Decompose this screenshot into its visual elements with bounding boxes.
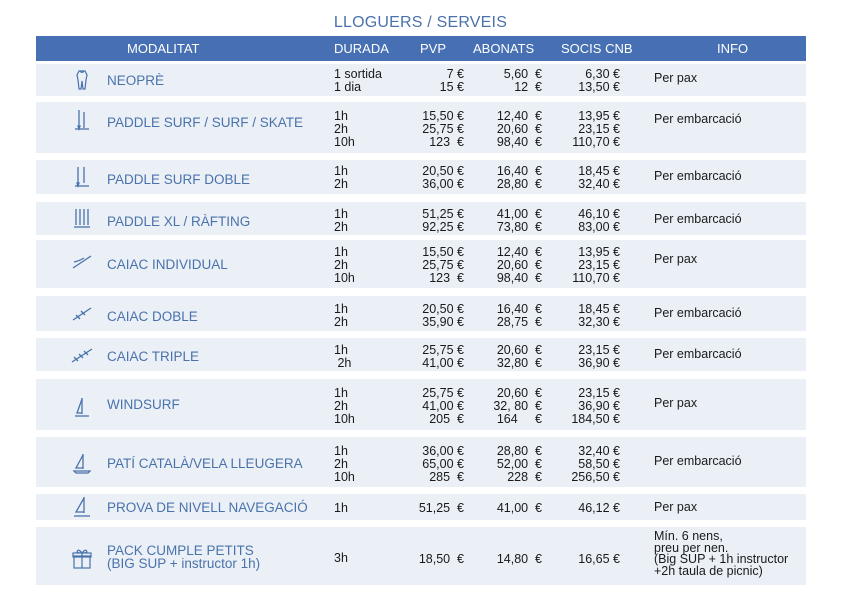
row-socis: 46,12 € (578, 501, 620, 515)
row-info: Per pax (654, 396, 698, 410)
row-name: PADDLE XL / RÀFTING (107, 214, 251, 229)
header-modalitat: MODALITAT (127, 41, 200, 56)
table-row-caiac-triple (36, 338, 806, 371)
row-durada: 1h 2h 10h (334, 109, 355, 149)
gift-icon (70, 547, 94, 571)
row-abonats: 12,40 € 20,60 € 98,40 € (496, 245, 542, 285)
row-abonats: 16,40 € 28,75 € (496, 302, 542, 329)
row-name: PACK CUMPLE PETITS (BIG SUP + instructor 1h) (107, 543, 261, 571)
row-name: PATÍ CATALÀ/VELA LLEUGERA (107, 456, 303, 471)
paddle-xl-icon (70, 206, 94, 230)
row-name: NEOPRÈ (107, 73, 165, 88)
row-pvp: 15,50 € 25,75 € 123 € (422, 109, 464, 149)
header-info: INFO (717, 41, 749, 56)
row-pvp: 25,75 € 41,00 € (422, 343, 464, 370)
row-info: Per embarcació (654, 454, 742, 468)
row-socis: 13,95 € 23,15 € 110,70 € (572, 109, 620, 149)
row-durada: 1 sortida 1 dia (334, 67, 382, 94)
row-name: PROVA DE NIVELL NAVEGACIÓ (107, 500, 308, 515)
table-row-neopre (36, 64, 806, 96)
page-title: LLOGUERS / SERVEIS (333, 14, 508, 31)
windsurf-icon (70, 395, 94, 419)
row-name: PADDLE SURF / SURF / SKATE (107, 115, 304, 130)
row-durada: 1h 2h (334, 302, 348, 329)
row-socis: 13,95 € 23,15 € 110,70 € (572, 245, 620, 285)
row-name: CAIAC INDIVIDUAL (107, 257, 228, 272)
header-abonats: ABONATS (473, 41, 535, 56)
row-abonats: 41,00 € (496, 501, 542, 515)
row-pvp: 20,50 € 35,90 € (422, 302, 464, 329)
row-info: Per embarcació (654, 112, 742, 126)
row-info: Per embarcació (654, 306, 742, 320)
kayak-triple-icon (70, 343, 94, 367)
row-socis: 23,15 € 36,90 € (578, 343, 620, 370)
row-abonats: 20,60 € 32, 80 € 164 € (493, 386, 542, 426)
row-pvp: 18,50 € (418, 552, 464, 566)
row-abonats: 20,60 € 32,80 € (496, 343, 542, 370)
row-durada: 3h (334, 551, 348, 565)
row-name: PADDLE SURF DOBLE (107, 172, 251, 187)
row-name: CAIAC TRIPLE (107, 349, 200, 364)
row-pvp: 7 € 15 € (439, 67, 464, 94)
table-row-caiac-individual (36, 240, 806, 288)
row-pvp: 15,50 € 25,75 € 123 € (422, 245, 464, 285)
row-info: Mín. 6 nens, preu per nen. (Big SUP + 1h instructor +2h taula de picnic) (654, 529, 789, 578)
row-socis: 46,10 € 83,00 € (578, 207, 620, 234)
row-abonats: 14,80 € (496, 552, 542, 566)
row-socis: 6,30 € 13,50 € (578, 67, 620, 94)
paddle-double-icon (70, 165, 94, 189)
table-row-paddle-surf-doble (36, 160, 806, 194)
table-row-pati-catala (36, 437, 806, 487)
row-durada: 1h 2h (334, 207, 348, 234)
table-row-paddle-xl (36, 202, 806, 235)
paddle-surf-icon (70, 108, 94, 132)
row-durada: 1h (334, 501, 348, 515)
row-durada: 1h 2h (334, 164, 348, 191)
sailboat-icon (70, 451, 94, 475)
header-durada: DURADA (334, 41, 389, 56)
row-info: Per embarcació (654, 212, 742, 226)
row-pvp: 25,75 € 41,00 € 205 € (422, 386, 464, 426)
row-pvp: 20,50 € 36,00 € (422, 164, 464, 191)
table-row-windsurf (36, 379, 806, 430)
kayak-double-icon (70, 302, 94, 326)
row-pvp: 51,25 € 92,25 € (422, 207, 464, 234)
table-row-prova-nivell (36, 494, 806, 520)
row-abonats: 41,00 € 73,80 € (496, 207, 542, 234)
row-info: Per pax (654, 500, 698, 514)
table-row-caiac-doble (36, 296, 806, 331)
row-info: Per pax (654, 252, 698, 266)
table-header (36, 36, 806, 61)
row-socis: 18,45 € 32,30 € (578, 302, 620, 329)
table-row-pack-cumple (36, 527, 806, 585)
row-name: WINDSURF (107, 397, 180, 412)
row-info: Per embarcació (654, 169, 742, 183)
row-name: CAIAC DOBLE (107, 309, 198, 324)
row-abonats: 12,40 € 20,60 € 98,40 € (496, 109, 542, 149)
row-socis: 23,15 € 36,90 € 184,50 € (571, 386, 620, 426)
row-durada: 1h 2h 10h (334, 386, 355, 426)
row-abonats: 28,80 € 52,00 € 228 € (496, 444, 542, 484)
row-info: Per pax (654, 71, 698, 85)
header-socis: SOCIS CNB (561, 41, 633, 56)
kayak-single-icon (70, 250, 94, 274)
row-socis: 32,40 € 58,50 € 256,50 € (571, 444, 620, 484)
row-pvp: 36,00 € 65,00 € 285 € (422, 444, 464, 484)
row-info: Per embarcació (654, 347, 742, 361)
row-pvp: 51,25 € (418, 501, 464, 515)
row-durada: 1h 2h 10h (334, 245, 355, 285)
header-pvp: PVP (420, 41, 447, 56)
row-durada: 1h 2h (334, 343, 352, 370)
row-abonats: 5,60 € 12 € (503, 67, 542, 94)
wetsuit-icon (70, 68, 94, 92)
row-socis: 18,45 € 32,40 € (578, 164, 620, 191)
row-abonats: 16,40 € 28,80 € (496, 164, 542, 191)
table-row-paddle-surf (36, 102, 806, 153)
row-socis: 16,65 € (578, 552, 620, 566)
sail-test-icon (70, 495, 94, 519)
row-durada: 1h 2h 10h (334, 444, 355, 484)
